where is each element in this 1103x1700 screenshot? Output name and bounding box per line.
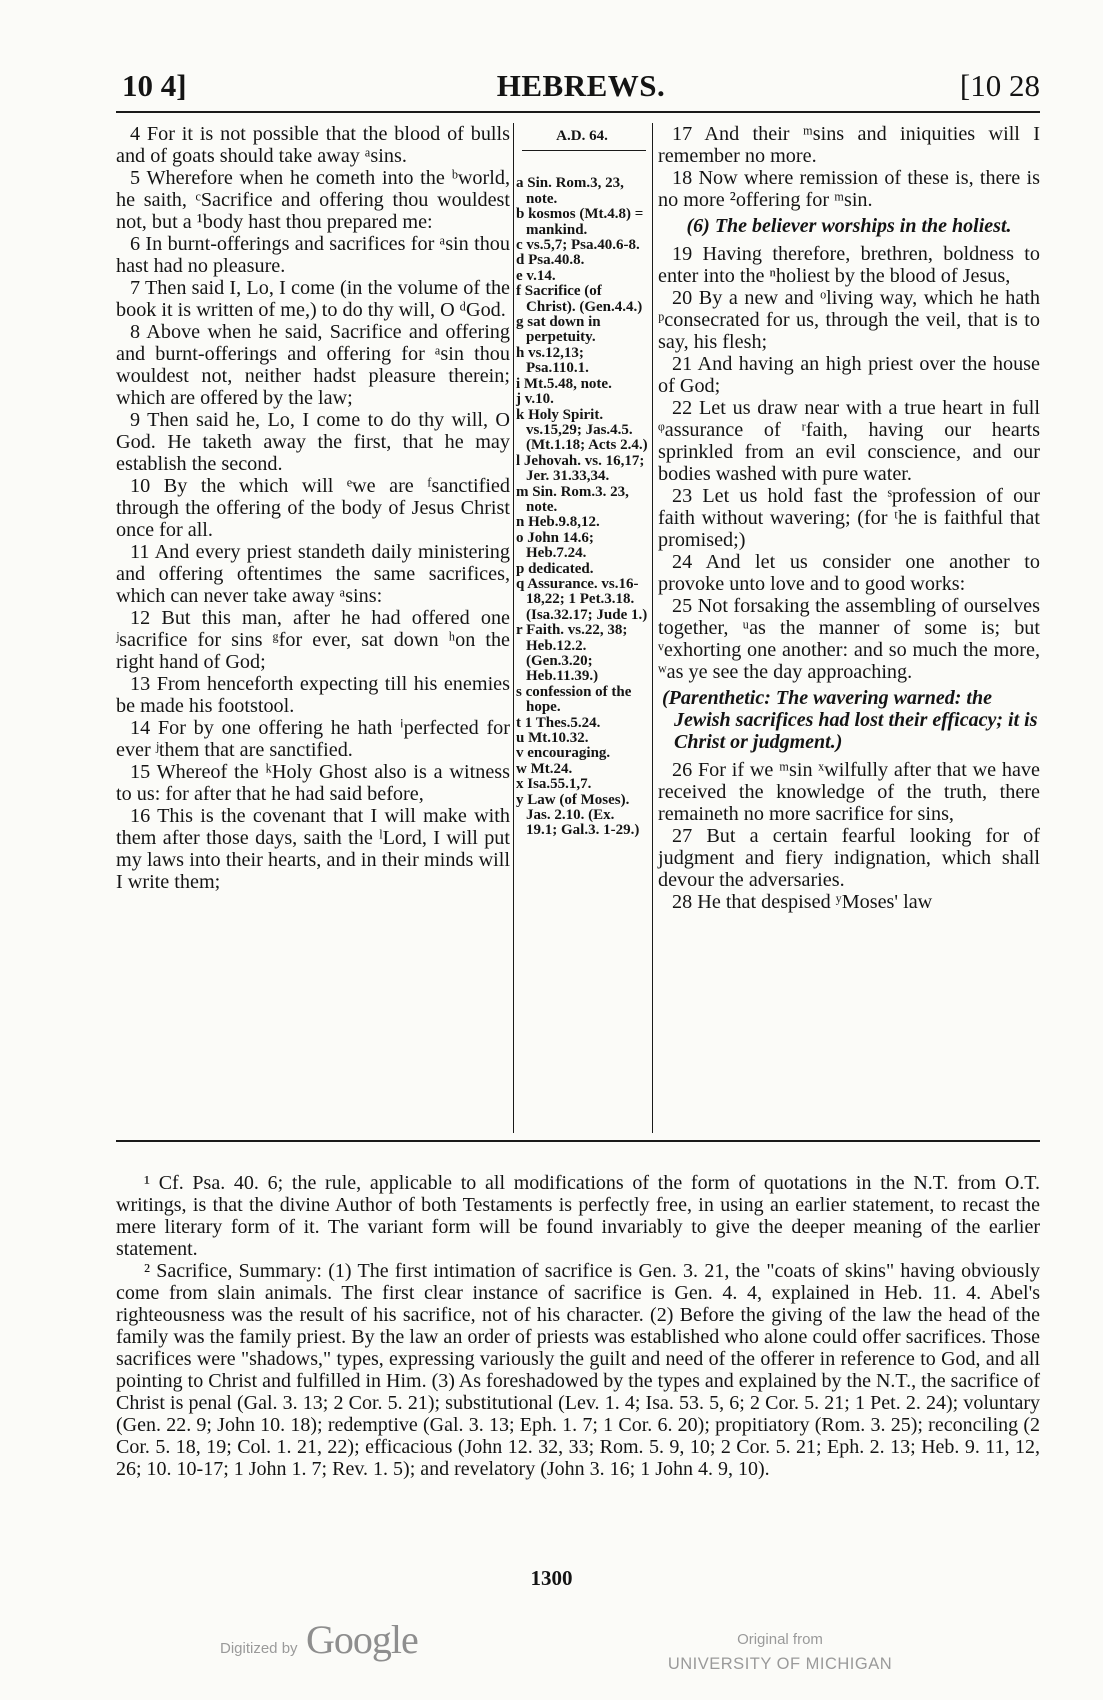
verse: 5 Wherefore when he cometh into the ᵇworld, he saith, ᶜSacrifice and offering thou wouldest not, but a ¹body hast thou prepared me:: [116, 167, 510, 233]
date-heading: A.D. 64.: [556, 128, 608, 144]
reference-item: q Assurance. vs.16-18,22; 1 Pet.3.18. (Isa.32.17; Jude 1.): [516, 575, 648, 623]
original-from-label: Original from: [737, 1631, 823, 1648]
reference-item: m Sin. Rom.3. 23, note.: [516, 483, 629, 515]
verse: 24 And let us consider one another to provoke unto love and to good works:: [658, 551, 1040, 595]
verse: 25 Not forsaking the assembling of ourselves together, ᵘas the manner of some is; but ᵛexhorting one another: and so much the more, ʷas ye see the day approaching.: [658, 595, 1040, 683]
reference-item: d Psa.40.8.: [516, 252, 585, 269]
reference-item: k Holy Spirit. vs.15,29; Jas.4.5. (Mt.1.18; Acts 2.4.): [516, 406, 648, 454]
verse: 16 This is the covenant that I will make with them after those days, saith the ˡLord, I will put my laws into their hearts, and in their minds will I write them;: [116, 805, 510, 893]
reference-item: x Isa.55.1,7.: [516, 776, 592, 793]
reference-item: c vs.5,7; Psa.40.6-8.: [516, 237, 640, 254]
reference-item: v encouraging.: [516, 745, 611, 762]
verse: 6 In burnt-offerings and sacrifices for ᵃsin thou hast had no pleasure.: [116, 233, 510, 277]
reference-item: t 1 Thes.5.24.: [516, 714, 601, 731]
verse: 4 For it is not possible that the blood of bulls and of goats should take away ᵃsins.: [116, 123, 510, 167]
reference-item: r Faith. vs.22, 38; Heb.12.2. (Gen.3.20; Heb.11.39.): [516, 622, 628, 685]
verse: 15 Whereof the ᵏHoly Ghost also is a witness to us: for after that he had said before,: [116, 761, 510, 805]
verse: 14 For by one offering he hath ⁱperfected for ever ʲthem that are sanctified.: [116, 717, 510, 761]
book-title: HEBREWS.: [496, 68, 666, 103]
center-column-right-rule: [652, 123, 653, 1133]
reference-item: j v.10.: [516, 391, 554, 408]
verse: 11 And every priest standeth daily ministering and offering oftentimes the same sacrifices, which can never take away ᵃsins:: [116, 541, 510, 607]
reference-item: y Law (of Moses). Jas. 2.10. (Ex. 19.1; Gal.3. 1-29.): [516, 791, 640, 839]
verse: 22 Let us draw near with a true heart in full ᵠassurance of ʳfaith, having our hearts sprinkled from an evil conscience, and our bodies washed with pure water.: [658, 397, 1040, 485]
verse: 7 Then said I, Lo, I come (in the volume of the book it is written of me,) to do thy will, O ᵈGod.: [116, 277, 510, 321]
reference-list: [516, 176, 648, 838]
verse: 28 He that despised ʸMoses' law: [672, 891, 933, 913]
verse: 20 By a new and ᵒliving way, which he hath ᵖconsecrated for us, through the veil, that is to say, his flesh;: [658, 287, 1040, 353]
reference-item: s confession of the hope.: [516, 683, 632, 716]
verse: 19 Having therefore, brethren, boldness to enter into the ⁿholiest by the blood of Jesus,: [658, 243, 1040, 287]
footnote: ¹ Cf. Psa. 40. 6; the rule, applicable to all modifications of the form of quotations in the N.T. from O.T. writings, is that the divine Author of both Testaments is perfectly free, in using an earlier statement, to recast the mere literary form of it. The variant form will be found invariably to give the deeper meaning of the earlier statement.: [116, 1172, 1040, 1260]
verse: 27 But a certain fearful looking for of judgment and fiery indignation, which shall devour the adversaries.: [658, 825, 1040, 891]
verse: 17 And their ᵐsins and iniquities will I remember no more.: [658, 123, 1040, 167]
parenthetic-heading: (Parenthetic: The wavering warned: the Jewish sacrifices had lost their efficacy; it is Christ or judgment.): [662, 687, 1038, 753]
verse: 26 For if we ᵐsin ˣwilfully after that we have received the knowledge of the truth, there remaineth no more sacrifice for sins,: [658, 759, 1040, 825]
header-rule: [116, 111, 1040, 113]
reference-item: w Mt.24.: [516, 760, 573, 777]
verse: 21 And having an high priest over the house of God;: [658, 353, 1040, 397]
original-from-notice: [660, 1628, 900, 1676]
center-reference-column: [516, 123, 648, 839]
verse: 18 Now where remission of these is, there is no more ²offering for ᵐsin.: [658, 167, 1040, 211]
left-text-column: [116, 123, 510, 893]
center-column-left-rule: [513, 123, 514, 1133]
footnote-rule: [116, 1140, 1040, 1142]
page-number: 1300: [530, 1566, 573, 1590]
reference-item: l Jehovah. vs. 16,17; Jer. 31.33,34.: [516, 452, 645, 485]
verse: 13 From henceforth expecting till his enemies be made his footstool.: [116, 673, 510, 717]
running-head: [122, 60, 1040, 110]
footnote: ² Sacrifice, Summary: (1) The first intimation of sacrifice is Gen. 3. 21, the "coats of skins" having obviously come from slain animals. The first clear instance of sacrifice is Gen. 4. 4, explained in Heb. 11. 4. Abel's righteousness was the result of his sacrifice, not of his character. (2) Before the giving of the law the head of the family was the family priest. By the law an order of priests was established who alone could offer sacrifices. Those sacrifices were "shadows," types, expressing variously the guilt and need of the offerer in reference to God, and all pointing to Christ and fulfilled in Him. (3) As foreshadowed by the types and explained by the N.T., the sacrifice of Christ is penal (Gal. 3. 13; 2 Cor. 5. 21); substitutional (Lev. 1. 4; Isa. 53. 5, 6; 2 Cor. 5. 21; 1 Pet. 2. 24); voluntary (Gen. 22. 9; John 10. 18); redemptive (Gal. 3. 13; Eph. 1. 7; 1 Cor. 6. 20); propitiatory (Rom. 3. 25); reconciling (2 Cor. 5. 18, 19; Col. 1. 21, 22); efficacious (John 12. 32, 33; Rom. 5. 9, 10; 2 Cor. 5. 21; Eph. 2. 13; Heb. 9. 11, 12, 26; 10. 10-17; 1 John 1. 7; Rev. 1. 5); and revelatory (John 3. 16; 1 John 4. 9, 10).: [116, 1260, 1040, 1480]
reference-item: e v.14.: [516, 267, 556, 284]
verse: 10 By the which will ᵉwe are ᶠsanctified through the offering of the body of Jesus Christ once for all.: [116, 475, 510, 541]
verse: 23 Let us hold fast the ˢprofession of our faith without wavering; (for ᵗhe is faithful that promised;): [658, 485, 1040, 551]
digitized-by-label: Digitized by: [220, 1640, 298, 1657]
reference-item: p dedicated.: [516, 560, 594, 577]
reference-item: h vs.12,13; Psa.110.1.: [516, 344, 589, 377]
verse: 12 But this man, after he had offered one ʲsacrifice for sins ᵍfor ever, sat down ʰon the right hand of God;: [116, 607, 510, 673]
footnotes: [116, 1172, 1040, 1480]
reference-item: n Heb.9.8,12.: [516, 514, 600, 531]
google-logo: Google: [306, 1617, 418, 1662]
reference-item: i Mt.5.48, note.: [516, 375, 612, 392]
header-chapter-verse-left: 10 4]: [122, 68, 187, 103]
section-heading: (6) The believer worships in the holiest.: [686, 215, 1012, 237]
reference-item: f Sacrifice (of Christ). (Gen.4.4.): [516, 283, 643, 315]
reference-item: u Mt.10.32.: [516, 730, 589, 747]
verse: 8 Above when he said, Sacrifice and offering and burnt-offerings and offering for ᵃsin thou wouldest not, neither hadst pleasure therein; which are offered by the law;: [116, 321, 510, 409]
institution-name: UNIVERSITY OF MICHIGAN: [667, 1655, 893, 1673]
reference-item: b kosmos (Mt.4.8) = mankind.: [516, 206, 644, 238]
verse: 9 Then said he, Lo, I come to do thy will, O God. He taketh away the first, that he may establish the second.: [116, 409, 510, 475]
reference-item: g sat down in perpetuity.: [516, 314, 601, 346]
header-chapter-verse-right: [10 28: [959, 68, 1040, 103]
reference-item: o John 14.6; Heb.7.24.: [516, 529, 594, 562]
reference-item: a Sin. Rom.3, 23, note.: [516, 175, 624, 207]
right-text-column: [658, 123, 1040, 913]
